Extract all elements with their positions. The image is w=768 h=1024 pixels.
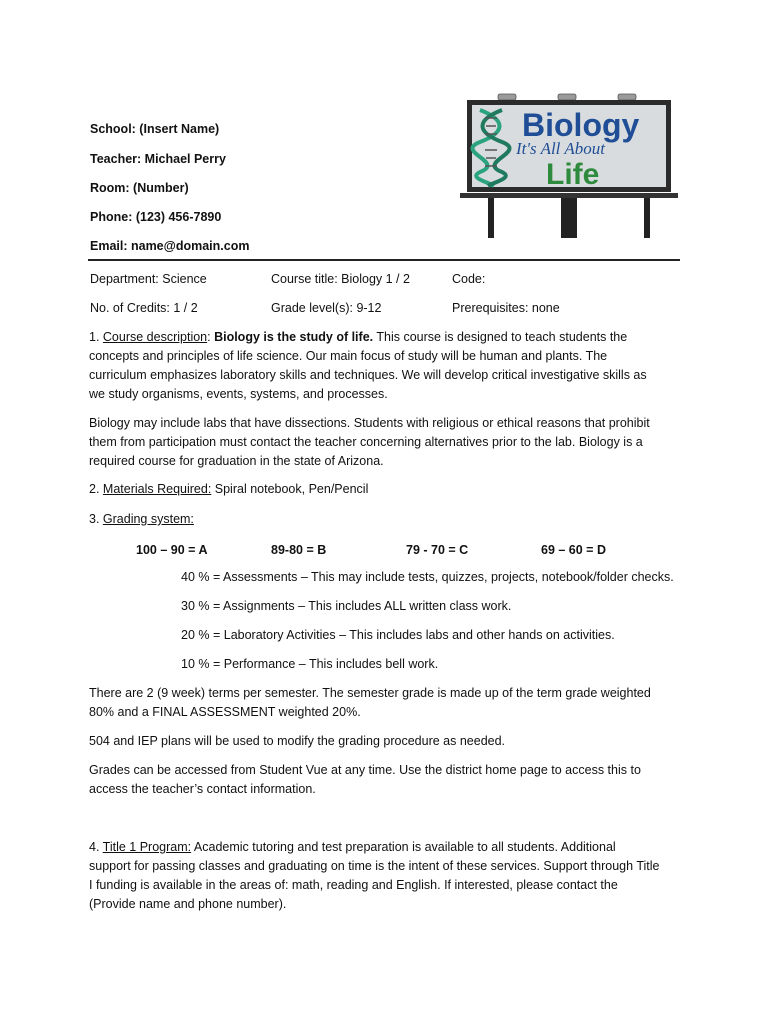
course-description-lead: Biology is the study of life. xyxy=(214,330,374,344)
paragraph-line: them from participation must contact the teacher concerning alternatives prior to the lab. Biology is a xyxy=(89,435,643,449)
course-description-line: we study organisms, events, systems, and processes. xyxy=(89,387,388,401)
department: Department: Science xyxy=(90,272,207,286)
prerequisites: Prerequisites: none xyxy=(452,301,560,315)
grading-section-heading: 3. Grading system: xyxy=(89,512,194,526)
grade-levels: Grade level(s): 9-12 xyxy=(271,301,382,315)
paragraph-line: I funding is available in the areas of: math, reading and English. If interested, please contact the xyxy=(89,878,618,892)
title-1-line-1: 4. Title 1 Program: Academic tutoring and test preparation is available to all students. Additional xyxy=(89,840,616,854)
course-description-line-1: 1. Course description: Biology is the study of life. This course is designed to teach students the xyxy=(89,330,628,344)
room-number: Room: (Number) xyxy=(90,181,189,195)
course-title: Course title: Biology 1 / 2 xyxy=(271,272,410,286)
paragraph-line: 80% and a FINAL ASSESSMENT weighted 20%. xyxy=(89,705,361,719)
credits: No. of Credits: 1 / 2 xyxy=(90,301,198,315)
materials-section: 2. Materials Required: Spiral notebook, Pen/Pencil xyxy=(89,482,369,496)
course-code: Code: xyxy=(452,272,486,286)
iep-statement: 504 and IEP plans will be used to modify the grading procedure as needed. xyxy=(89,734,506,748)
paragraph-line: access the teacher’s contact information. xyxy=(89,782,316,796)
materials-text: Spiral notebook, Pen/Pencil xyxy=(211,482,369,496)
grade-d: 69 – 60 = D xyxy=(541,543,606,557)
terms-paragraph xyxy=(89,684,684,722)
weight-performance: 10 % = Performance – This includes bell work. xyxy=(181,657,439,671)
header-divider xyxy=(88,259,680,261)
paragraph-line: support for passing classes and graduating on time is the intent of these services. Support through Title xyxy=(89,859,660,873)
biology-billboard-logo xyxy=(458,90,680,242)
logo-title: Biology xyxy=(522,107,640,143)
logo-word: Life xyxy=(546,158,600,191)
phone-number: Phone: (123) 456-7890 xyxy=(90,210,222,224)
title-1-heading: Title 1 Program: xyxy=(102,840,192,854)
paragraph-line: Grades can be accessed from Student Vue at any time. Use the district home page to access this to xyxy=(89,763,641,777)
grade-access-paragraph xyxy=(89,761,684,799)
course-description-section xyxy=(89,328,684,404)
course-description-line: curriculum emphasizes laboratory skills and techniques. We will develop critical investigative skills as xyxy=(89,368,647,382)
dissection-paragraph xyxy=(89,414,684,471)
school-name: School: (Insert Name) xyxy=(90,122,220,136)
paragraph-line: required course for graduation in the state of Arizona. xyxy=(89,454,384,468)
course-description-heading: Course description xyxy=(102,330,208,344)
title-1-section xyxy=(89,838,684,914)
weight-assignments: 30 % = Assignments – This includes ALL written class work. xyxy=(181,599,512,613)
course-description-line: concepts and principles of life science. Our main focus of study will be human and plants. The xyxy=(89,349,608,363)
paragraph-line: (Provide name and phone number). xyxy=(89,897,287,911)
weight-assessments: 40 % = Assessments – This may include tests, quizzes, projects, notebook/folder checks. xyxy=(181,570,674,584)
email-address: Email: name@domain.com xyxy=(90,239,250,253)
materials-heading: Materials Required: xyxy=(102,482,212,496)
grade-c: 79 - 70 = C xyxy=(406,543,469,557)
paragraph-line: Biology may include labs that have dissections. Students with religious or ethical reasons that prohibit xyxy=(89,416,650,430)
paragraph-line: There are 2 (9 week) terms per semester. The semester grade is made up of the term grade weighted xyxy=(89,686,651,700)
logo-subtitle: It's All About xyxy=(516,139,605,158)
weight-laboratory: 20 % = Laboratory Activities – This includes labs and other hands on activities. xyxy=(181,628,615,642)
grade-a: 100 – 90 = A xyxy=(136,543,208,557)
teacher-name: Teacher: Michael Perry xyxy=(90,152,226,166)
grade-b: 89-80 = B xyxy=(271,543,327,557)
